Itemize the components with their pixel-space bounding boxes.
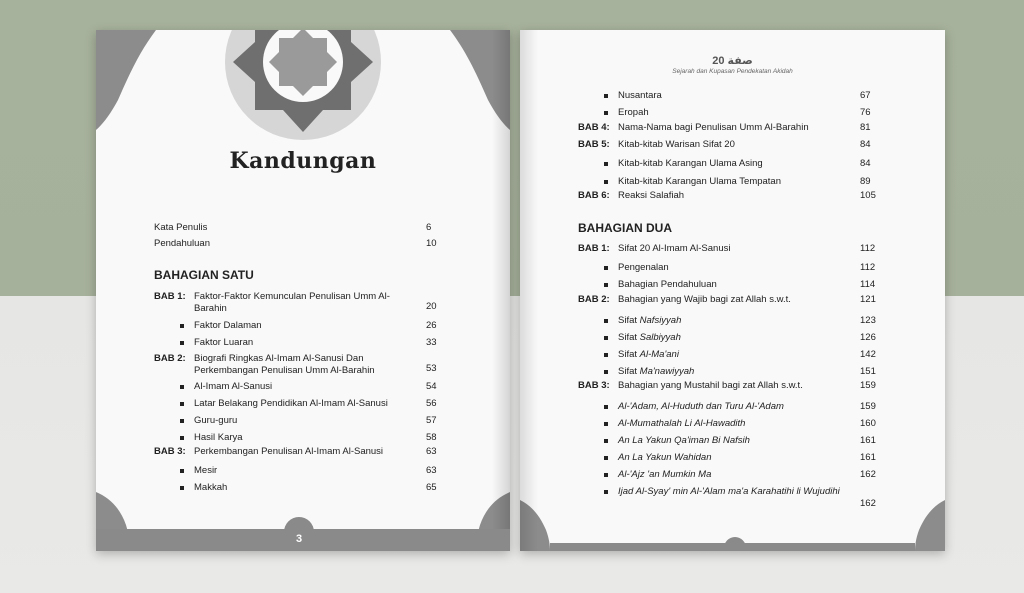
- toc-entry-page: 20: [426, 301, 437, 312]
- bullet-icon: [604, 422, 608, 426]
- toc-entry-text: Faktor Luaran: [194, 337, 254, 348]
- toc-entry-text-italic: Al-Ma'ani: [639, 349, 679, 360]
- bullet-icon: [180, 402, 184, 406]
- toc-entry-page: 65: [426, 482, 437, 493]
- toc-entry-page: 6: [426, 222, 432, 233]
- bullet-icon: [180, 419, 184, 423]
- bullet-icon: [180, 385, 184, 389]
- toc-entry-page: 112: [860, 262, 876, 273]
- chapter-label: BAB 3:: [154, 446, 186, 457]
- toc-entry-text: Bahagian yang Wajib bagi zat Allah s.w.t.: [618, 294, 791, 305]
- chapter-label: BAB 4:: [578, 122, 610, 133]
- bullet-icon: [180, 436, 184, 440]
- toc-entry-text: Bahagian yang Mustahil bagi zat Allah s.w.t.: [618, 380, 803, 391]
- toc-entry-page: 54: [426, 381, 437, 392]
- left-page: [96, 30, 510, 551]
- bullet-icon: [604, 456, 608, 460]
- toc-entry-page: 81: [860, 122, 871, 133]
- toc-entry-text: Guru-guru: [194, 415, 238, 426]
- toc-entry-page: 160: [860, 418, 876, 429]
- bullet-icon: [604, 111, 608, 115]
- toc-entry-text: Kitab-kitab Warisan Sifat 20: [618, 139, 735, 150]
- toc-entry-text: Makkah: [194, 482, 228, 493]
- toc-entry-page: 159: [860, 401, 876, 412]
- bullet-icon: [604, 94, 608, 98]
- toc-entry-page: 58: [426, 432, 437, 443]
- toc-entry-page: 84: [860, 139, 871, 150]
- toc-entry-page: 76: [860, 107, 871, 118]
- toc-entry-text: Al-Imam Al-Sanusi: [194, 381, 273, 392]
- toc-entry-text: Latar Belakang Pendidikan Al-Imam Al-Sanusi: [194, 398, 388, 409]
- bullet-icon: [604, 439, 608, 443]
- toc-entry-text: Kitab-kitab Karangan Ulama Tempatan: [618, 176, 782, 187]
- bullet-icon: [604, 370, 608, 374]
- toc-entry-text: Nama-Nama bagi Penulisan Umm Al-Barahin: [618, 122, 809, 133]
- toc-entry-page: 33: [426, 337, 437, 348]
- bullet-icon: [180, 486, 184, 490]
- page-title: Kandungan: [229, 148, 377, 174]
- bullet-icon: [604, 180, 608, 184]
- toc-entry-text: Bahagian Pendahuluan: [618, 279, 717, 290]
- toc-entry-text: Biografi Ringkas Al-Imam Al-Sanusi Dan Perkembangan Penulisan Umm Al-Barahin: [194, 353, 375, 376]
- right-page: [520, 30, 945, 551]
- toc-entry-page: 161: [860, 435, 876, 446]
- toc-entry-text: An La Yakun Wahidan: [618, 452, 712, 463]
- chapter-label: BAB 6:: [578, 190, 610, 201]
- toc-entry-page: 26: [426, 320, 437, 331]
- header-arabic: صفة: [727, 54, 753, 67]
- toc-entry-text-italic: Ma'nawiyyah: [639, 366, 695, 377]
- toc-entry-text: Faktor-Faktor Kemunculan Penulisan Umm Al-Barahin: [194, 291, 390, 314]
- toc-entry-page: 123: [860, 315, 876, 326]
- toc-entry-page: 159: [860, 380, 876, 391]
- toc-entry-text: An La Yakun Qa'iman Bi Nafsih: [618, 435, 750, 446]
- toc-entry-page: 126: [860, 332, 876, 343]
- bullet-icon: [180, 324, 184, 328]
- toc-entry-page: 63: [426, 446, 437, 457]
- chapter-label: BAB 1:: [154, 291, 186, 302]
- toc-entry-page: 10: [426, 238, 437, 249]
- chapter-label: BAB 5:: [578, 139, 610, 150]
- toc-entry-page: 161: [860, 452, 876, 463]
- toc-entry-text: Kata Penulis: [154, 222, 208, 233]
- toc-entry-text: Mesir: [194, 465, 218, 476]
- bullet-icon: [604, 353, 608, 357]
- toc-entry-text: Nusantara: [618, 90, 662, 101]
- chapter-label: BAB 1:: [578, 243, 610, 254]
- chapter-label: BAB 3:: [578, 380, 610, 391]
- bullet-icon: [604, 266, 608, 270]
- toc-entry-text: Pengenalan: [618, 262, 669, 273]
- bullet-icon: [604, 473, 608, 477]
- bullet-icon: [604, 162, 608, 166]
- toc-entry-text: Kitab-kitab Karangan Ulama Asing: [618, 158, 763, 169]
- running-header: [520, 54, 945, 67]
- toc-entry-text: Reaksi Salafiah: [618, 190, 685, 201]
- bullet-icon: [180, 469, 184, 473]
- toc-entry-page: 63: [426, 465, 437, 476]
- toc-entry-text: Sifat: [618, 349, 640, 360]
- toc-entry-text-italic: Salbiyyah: [639, 332, 681, 343]
- header-number: 20: [712, 55, 725, 67]
- bullet-icon: [604, 405, 608, 409]
- bullet-icon: [604, 336, 608, 340]
- section-title: BAHAGIAN SATU: [154, 268, 254, 282]
- chapter-label: BAB 2:: [154, 353, 186, 364]
- toc-entry-text: Sifat: [618, 366, 640, 377]
- toc-entry-page: 151: [860, 366, 876, 377]
- toc-entry-text: Eropah: [618, 107, 649, 118]
- toc-entry-text: Sifat 20 Al-Imam Al-Sanusi: [618, 243, 731, 254]
- toc-entry-text: Al-'Ajz 'an Mumkin Ma: [618, 469, 712, 480]
- toc-entry-page: 162: [860, 498, 876, 509]
- toc-entry-page: 57: [426, 415, 437, 426]
- toc-entry-page: 114: [860, 279, 876, 290]
- toc-entry-page: 121: [860, 294, 876, 305]
- toc-entry-text: Al-'Adam, Al-Huduth dan Turu Al-'Adam: [618, 401, 784, 412]
- toc-entry-page: 84: [860, 158, 871, 169]
- islamic-ornament-frame: [520, 30, 945, 551]
- toc-entry-page: 67: [860, 90, 871, 101]
- toc-entry-page: 142: [860, 349, 876, 360]
- toc-entry-text: Faktor Dalaman: [194, 320, 262, 331]
- toc-entry-text: Perkembangan Penulisan Al-Imam Al-Sanusi: [194, 446, 384, 457]
- toc-entry-text: Pendahuluan: [154, 238, 210, 249]
- toc-entry-page: 105: [860, 190, 876, 201]
- toc-entry-text: Sifat: [618, 332, 640, 343]
- bullet-icon: [604, 319, 608, 323]
- running-subtitle: Sejarah dan Kupasan Pendekatan Akidah: [672, 68, 793, 75]
- toc-entry-text: Sifat: [618, 315, 640, 326]
- toc-entry-page: 112: [860, 243, 876, 254]
- page-number: 3: [295, 533, 303, 545]
- toc-entry-page: 56: [426, 398, 437, 409]
- toc-entry-page: 162: [860, 469, 876, 480]
- section-title: BAHAGIAN DUA: [578, 221, 672, 235]
- toc-entry-text: Hasil Karya: [194, 432, 243, 443]
- bullet-icon: [604, 283, 608, 287]
- toc-entry-page: 53: [426, 363, 437, 374]
- bullet-icon: [180, 341, 184, 345]
- toc-entry-text-italic: Nafsiyyah: [639, 315, 682, 326]
- bullet-icon: [604, 490, 608, 494]
- toc-entry-text: Ijad Al-Syay' min Al-'Alam ma'a Karahatihi li Wujudihi: [618, 486, 840, 497]
- toc-entry-text: Al-Mumathalah Li Al-Hawadith: [618, 418, 746, 429]
- toc-entry-page: 89: [860, 176, 871, 187]
- chapter-label: BAB 2:: [578, 294, 610, 305]
